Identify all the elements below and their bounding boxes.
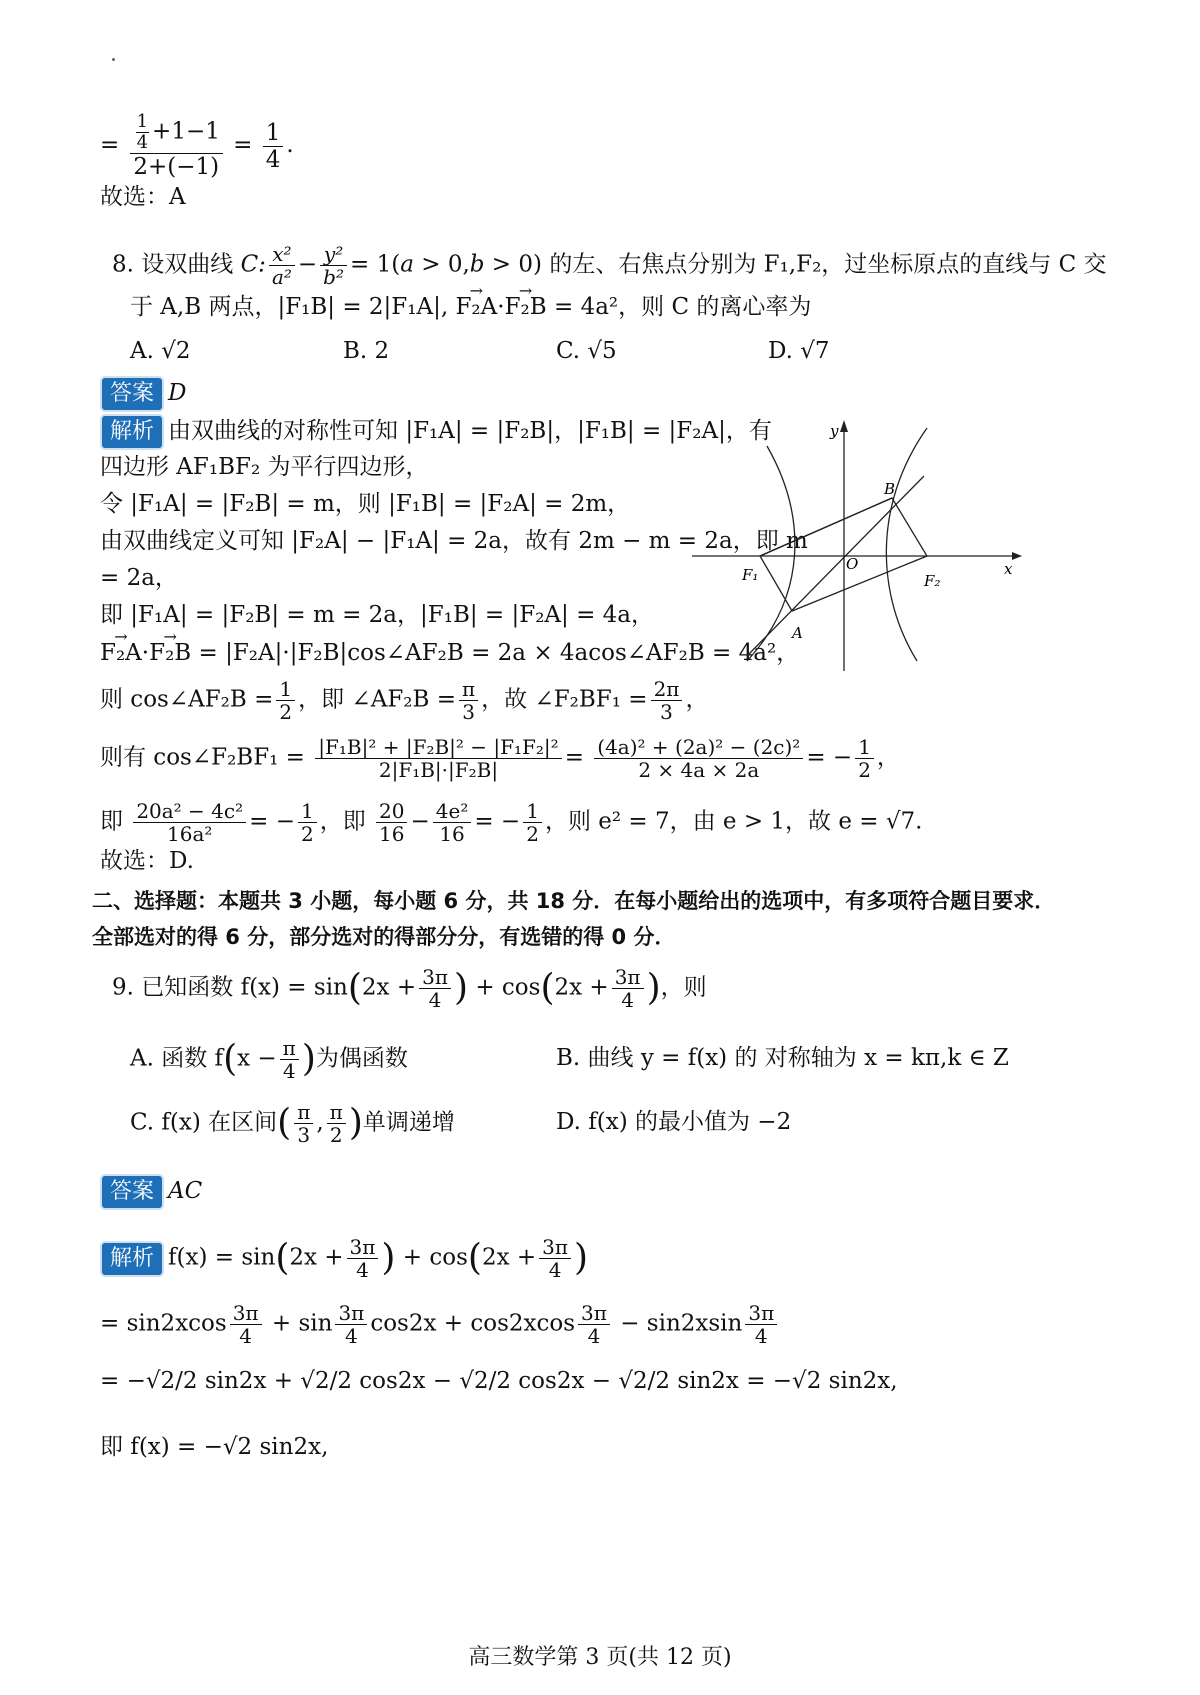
f1-label: F₁ [742,566,759,584]
q8-analysis-line7: → F₂A·→ F₂B = |F₂A|·|F₂B|cos∠AF₂B = 2a × 4acos∠AF₂B = 4a²， [100,638,799,668]
analysis-badge: 解析 [100,414,164,450]
prev-big-fraction: $\frac{1}{4}$ +1−1 2+(−1) [130,112,223,180]
origin-label: O [846,555,859,573]
analysis-badge: 解析 [100,1241,164,1277]
q8-analysis-line2: 四边形 AF₁BF₂ 为平行四边形， [100,454,429,480]
answer-badge: 答案 [100,376,164,412]
a-label: A [792,624,803,642]
q8-option-a: A. √2 [130,338,191,364]
scan-dot [112,58,115,61]
section-header-line2: 全部选对的得 6 分，部分选对的得部分分，有选错的得 0 分． [92,925,676,949]
q8-option-d: D. √7 [768,338,830,364]
x-axis-arrow [1012,552,1022,560]
line-through-origin [747,476,924,656]
prev-choice: 故选：A [100,184,186,210]
q8-stem-line1: 8. 设双曲线 C: $\frac{\text{x²}}{\text{a²}}$ − $\frac{\text{y²}}{\text{b²}}$ = 1(a > 0,b > 0) 的左、右焦点分别为 F₁,F₂，过坐标原点的直线与 C 交 [112,242,1107,289]
q8-analysis-line8: 则 cos∠AF₂B = $\frac{1}{2}$ ，即 ∠AF₂B = $\frac{\pi}{3}$ ，故 ∠F₂BF₁ = $\frac{2\pi}{3}$ ， [100,677,709,724]
section-header-line1: 二、选择题：本题共 3 小题，每小题 6 分，共 18 分．在每小题给出的选项中，有多项符合题目要求． [92,889,1056,913]
q8-choice: 故选：D. [100,848,194,874]
q8-analysis-line5: = 2a， [100,565,178,591]
q8-option-c: C. √5 [556,338,617,364]
q9-analysis-line1: 解析 f(x) = sin(2x + $\frac{3\pi}{4}$ ) + cos(2x + $\frac{3\pi}{4}$ ) [100,1236,588,1281]
q9-answer: 答案 AC [100,1174,202,1210]
q8-analysis-line4: 由双曲线定义可知 |F₂A| − |F₁A| = 2a，故有 2m − m = 2a，即 m [100,528,808,554]
f2-label: F₂ [924,572,941,590]
q8-option-b: B. 2 [343,338,390,364]
y-label: y [830,422,839,440]
b-label: B [884,480,896,498]
x-label: x [1004,560,1013,578]
page-footer: 高三数学第 3 页(共 12 页) [468,1645,732,1670]
q8-analysis-line6: 即 |F₁A| = |F₂B| = m = 2a，|F₁B| = |F₂A| = 4a， [100,602,655,628]
q9-analysis-line3: = −√2/2 sin2x + √2/2 cos2x − √2/2 cos2x − √2/2 sin2x = −√2 sin2x, [100,1368,898,1394]
q9-analysis-line2: = sin2xcos $\frac{3\pi}{4}$ + sin $\frac{3\pi}{4}$ cos2x + cos2xcos $\frac{3\pi}{4}$ − sin2xsin $\frac{3\pi}{4}$ [100,1302,780,1347]
q9-analysis-line4: 即 f(x) = −√2 sin2x, [100,1434,329,1460]
q8-analysis-line9: 则有 cos∠F₂BF₁ = $\frac{\text{|F₁B|² + |F₂B|² − |F₁F₂|²}}{\text{2|F₁B|·|F₂B|}}$ = $\frac{\text{(4a)² + (2a)² − (2c)²}}{2 \times 4a \times 2a}$ = − $\frac{1}{2}$ ， [100,735,900,782]
answer-badge: 答案 [100,1174,164,1210]
q8-analysis-line1: 解析 由双曲线的对称性可知 |F₁A| = |F₂B|，|F₁B| = |F₂A|，有 [100,414,772,450]
q9-option-c: C. f(x) 在区间( $\frac{\pi}{3}$ , $\frac{\pi}{2}$ )单调递增 [130,1100,455,1147]
q9-option-b: B. 曲线 y = f(x) 的 对称轴为 x = kπ,k ∈ Z [556,1045,1009,1071]
segment-f1b [760,498,892,556]
hyperbola-figure [692,416,1032,688]
q9-option-a: A. 函数 f(x − $\frac{\pi}{4}$ )为偶函数 [130,1036,408,1083]
right-branch [886,428,927,661]
q9-stem: 9. 已知函数 f(x) = sin(2x + $\frac{3\pi}{4}$ ) + cos(2x + $\frac{3\pi}{4}$ )，则 [112,965,707,1012]
left-branch [747,446,795,661]
y-axis-arrow [840,420,848,432]
prev-result-line: = $\frac{1}{4}$ +1−1 2+(−1) = $\frac{1}{4}$ . [100,111,294,180]
q8-analysis-line3: 令 |F₁A| = |F₂B| = m，则 |F₁B| = |F₂A| = 2m， [100,491,631,517]
q8-analysis-line10: 即 $\frac{\text{20a² − 4c²}}{\text{16a²}}$ = − $\frac{1}{2}$ ，即 $\frac{20}{16}$ − $\frac{\text{4e²}}{16}$ = − $\frac{1}{2}$ ，则 e² = 7，由 e > 1，故 e = √7. [100,799,923,846]
q9-option-d: D. f(x) 的最小值为 −2 [556,1109,792,1135]
q8-stem-line2: 于 A,B 两点，|F₁B| = 2|F₁A|, → F₂A·→ F₂B = 4a²，则 C 的离心率为 [130,292,811,322]
q8-answer: 答案 D [100,376,186,412]
